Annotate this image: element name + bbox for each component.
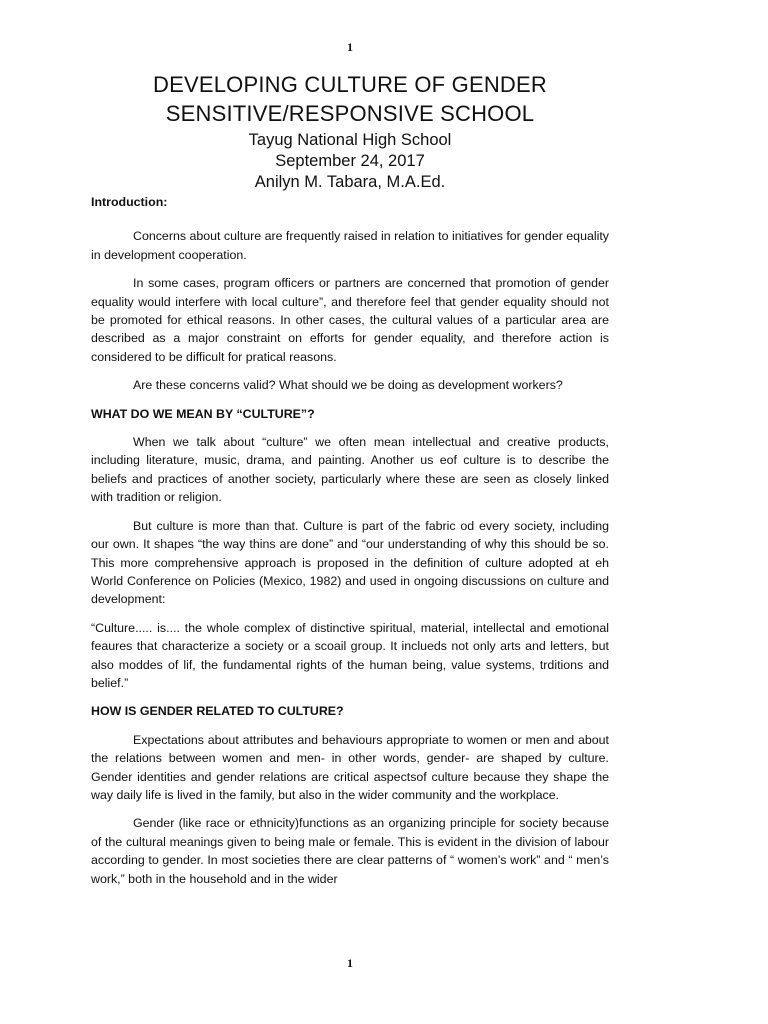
page-number-top: 1 — [347, 40, 353, 54]
school-name: Tayug National High School — [248, 131, 452, 149]
document-body — [91, 193, 609, 898]
document-title — [0, 70, 700, 128]
culture-heading: WHAT DO WE MEAN BY “CULTURE”? — [91, 406, 315, 421]
title-line-1: DEVELOPING CULTURE OF GENDER — [153, 72, 547, 97]
paragraph: Concerns about culture are frequently raised in relation to initiatives for gender equality in development cooperation. — [91, 229, 609, 262]
title-line-2: SENSITIVE/RESPONSIVE SCHOOL — [165, 101, 535, 126]
paragraph: Gender (like race or ethnicity)functions as an organizing principle for society because of the cultural meanings given to being male or female. This is evident in the division of labour according to gender. In most societies there are clear patterns of “ women’s work” and “ men’s work,” both in the household and in the wider — [91, 816, 609, 886]
document-date: September 24, 2017 — [275, 152, 425, 170]
paragraph: When we talk about “culture” we often mean intellectual and creative products, including literature, music, drama, and painting. Another us eof culture is to describe the beliefs and practices of another society, particularly where these are seen as closely linked with tradition or religion. — [91, 435, 609, 505]
paragraph: Expectations about attributes and behaviours appropriate to women or men and about the relations between women and men- in other words, gender- are shaped by culture. Gender identities and gender relations are critical aspectsof culture because they shape the way daily life is lived in the family, but also in the wider community and the workplace. — [91, 732, 609, 802]
page-number-bottom: 1 — [347, 956, 353, 970]
document-subtitle — [0, 130, 700, 193]
culture-definition-quote: “Culture..... is.... the whole complex of distinctive spiritual, material, intellectal and emotional feaures that characterize a society or a scoail group. It inclueds not only arts and letters, but also moddes of lif, the fundamental rights of the human being, value systems, trditions and belief.” — [91, 620, 609, 690]
introduction-heading: Introduction: — [91, 195, 168, 209]
paragraph: Are these concerns valid? What should we be doing as development workers? — [133, 378, 563, 393]
paragraph: But culture is more than that. Culture is part of the fabric od every society, including our own. It shapes “the way thins are done” and “our understanding of why this should be so. This more comprehensive approach is proposed in the definition of culture adopted at eh World Conference on Policies (Mexico, 1982) and used in ongoing discussions on culture and development: — [91, 518, 609, 607]
author-name: Anilyn M. Tabara, M.A.Ed. — [254, 173, 446, 191]
paragraph: In some cases, program officers or partners are concerned that promotion of gender equality would interfere with local culture”, and therefore feel that gender equality should not be promoted for ethical reasons. In other cases, the cultural values of a particular area are described as a major constraint on efforts for gender equality, and therefore action is considered to be difficult for pratical reasons. — [91, 276, 609, 364]
gender-culture-heading: HOW IS GENDER RELATED TO CULTURE? — [91, 704, 344, 719]
